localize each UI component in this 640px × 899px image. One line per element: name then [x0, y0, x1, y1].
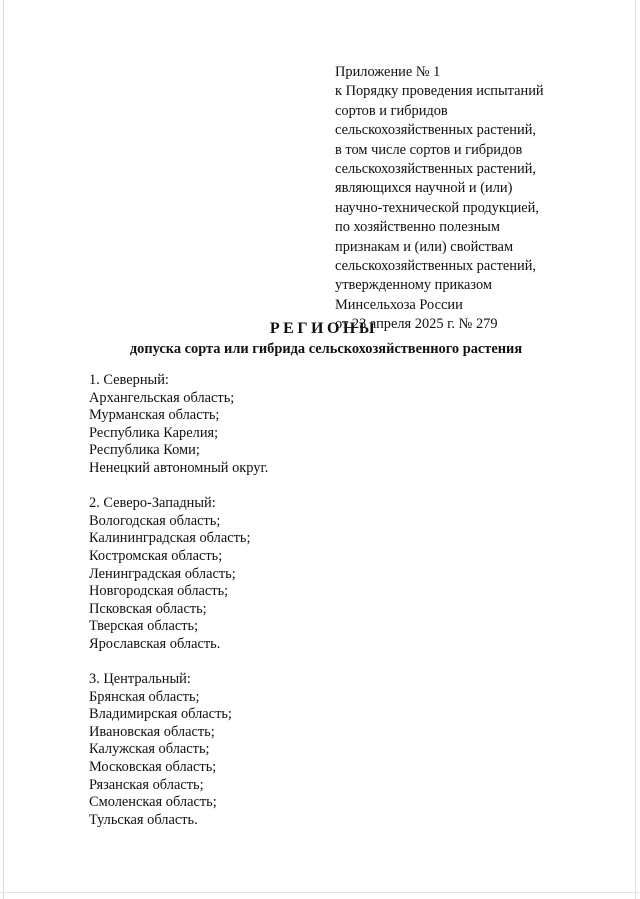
region-item: Ленинградская область; — [89, 565, 236, 582]
region-item: Калининградская область; — [89, 530, 251, 547]
region-item: Калужская область; — [89, 741, 210, 758]
scan-edge-left — [3, 0, 4, 899]
appendix-line: Приложение № 1 — [335, 64, 441, 80]
appendix-line: сортов и гибридов — [335, 102, 448, 119]
district-central — [89, 671, 569, 829]
scan-edge-bottom — [0, 892, 640, 893]
appendix-line: в том числе сортов и гибридов — [335, 141, 523, 158]
appendix-line: сельскохозяйственных растений, — [335, 258, 537, 275]
document-subtitle: допуска сорта или гибрида сельскохозяйственного растения — [129, 341, 523, 357]
region-item: Костромская область; — [89, 547, 223, 564]
appendix-line: по хозяйственно полезным — [335, 219, 500, 236]
appendix-line: к Порядку проведения испытаний — [335, 83, 544, 100]
region-item: Республика Карелия; — [89, 424, 219, 441]
region-item: Республика Коми; — [89, 442, 200, 459]
region-item: Мурманская область; — [89, 407, 220, 424]
region-item: Вологодская область; — [89, 512, 221, 529]
region-item: Владимирская область; — [89, 706, 232, 723]
district-name: 2. Северо-Западный: — [89, 495, 216, 512]
scan-edge-right — [635, 0, 636, 899]
document-title: РЕГИОНЫ — [269, 320, 379, 337]
appendix-line: сельскохозяйственных растений, — [335, 161, 537, 178]
region-item: Рязанская область; — [89, 776, 204, 793]
region-item: Ненецкий автономный округ. — [89, 459, 269, 476]
region-item: Псковская область; — [89, 600, 207, 617]
region-item: Брянская область; — [89, 688, 200, 705]
appendix-line: сельскохозяйственных растений, — [335, 122, 537, 139]
district-north-western — [89, 495, 569, 653]
region-item: Ивановская область; — [89, 723, 215, 740]
appendix-line: признакам и (или) свойствам — [335, 238, 514, 255]
district-name: 1. Северный: — [89, 372, 169, 388]
region-item: Новгородская область; — [89, 583, 229, 600]
regions-list — [89, 372, 569, 847]
appendix-block — [335, 63, 625, 335]
district-northern — [89, 372, 569, 478]
region-item: Смоленская область; — [89, 794, 217, 811]
region-item: Московская область; — [89, 759, 217, 776]
appendix-line: являющихся научной и (или) — [335, 180, 513, 197]
region-item: Архангельская область; — [89, 389, 235, 406]
region-item: Тульская область. — [89, 811, 198, 828]
appendix-line: от 23 апреля 2025 г. № 279 — [335, 316, 498, 333]
region-item: Тверская область; — [89, 618, 199, 635]
district-name: 3. Центральный: — [89, 671, 191, 688]
appendix-line: научно-технической продукцией, — [335, 199, 539, 216]
appendix-line: Минсельхоза России — [335, 296, 463, 313]
appendix-line: утвержденному приказом — [335, 277, 493, 294]
region-item: Ярославская область. — [89, 635, 221, 652]
